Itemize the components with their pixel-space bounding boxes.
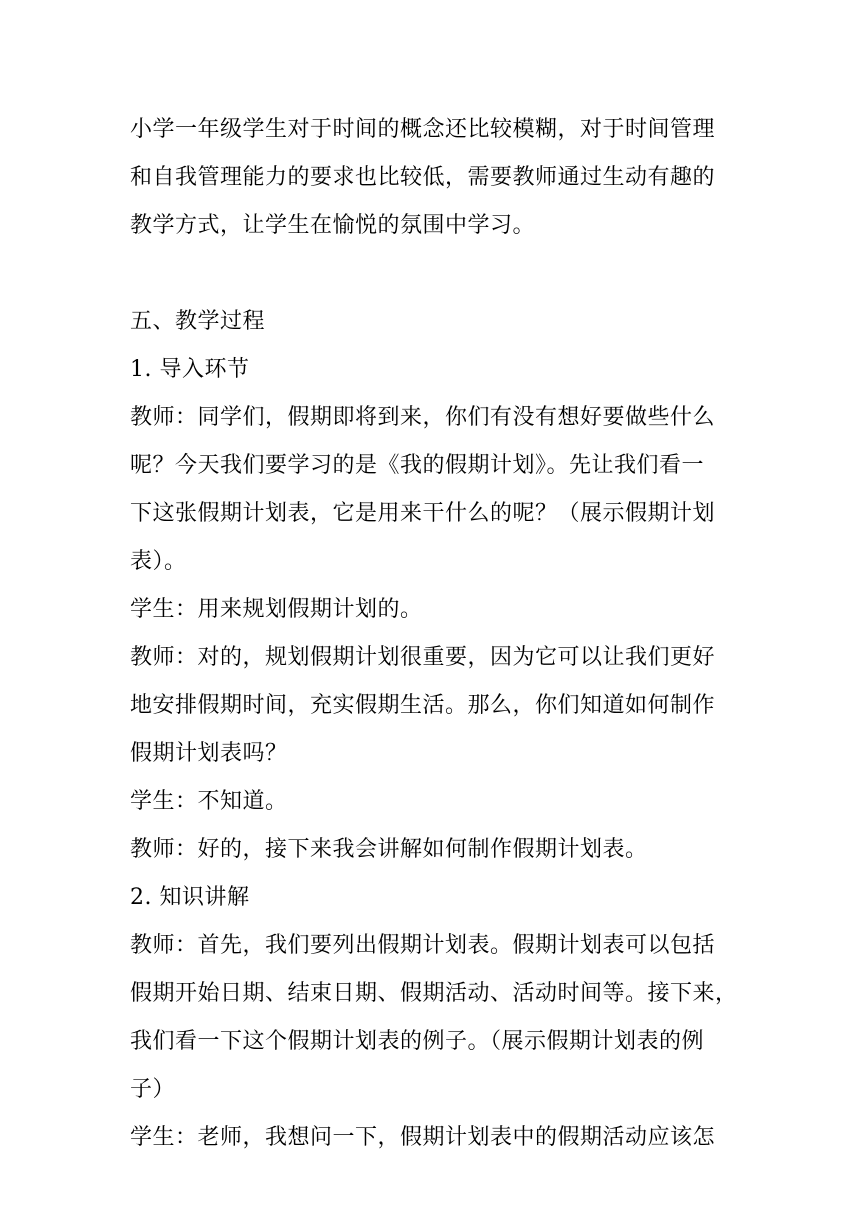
dialogue-line: 假期开始日期、结束日期、假期活动、活动时间等。接下来，	[130, 981, 738, 1006]
dialogue-line: 教师：对的，规划假期计划很重要，因为它可以让我们更好	[130, 645, 716, 670]
dialogue-line: 学生：老师，我想问一下，假期计划表中的假期活动应该怎	[130, 1125, 716, 1150]
dialogue-line: 我们看一下这个假期计划表的例子。（展示假期计划表的例	[130, 1029, 705, 1054]
dialogue-line: 假期计划表吗？	[130, 741, 288, 766]
document-page	[130, 111, 738, 1167]
dialogue-line: 学生：不知道。	[130, 789, 288, 814]
section-heading: 五、教学过程	[130, 309, 266, 334]
dialogue-line: 地安排假期时间，充实假期生活。那么，你们知道如何制作	[130, 693, 716, 718]
dialogue-line: 教师：好的，接下来我会讲解如何制作假期计划表。	[130, 837, 648, 862]
dialogue-line: 下这张假期计划表，它是用来干什么的呢？（展示假期计划	[130, 501, 716, 526]
subsection-heading: 1. 导入环节	[130, 357, 250, 382]
dialogue-line: 子）	[130, 1077, 176, 1102]
intro-line: 和自我管理能力的要求也比较低，需要教师通过生动有趣的	[130, 165, 716, 190]
dialogue-line: 教师：首先，我们要列出假期计划表。假期计划表可以包括	[130, 933, 716, 958]
dialogue-line: 呢？今天我们要学习的是《我的假期计划》。先让我们看一	[130, 453, 705, 478]
intro-line: 小学一年级学生对于时间的概念还比较模糊，对于时间管理	[130, 117, 716, 142]
paragraph-gap	[130, 255, 730, 303]
intro-line: 教学方式，让学生在愉悦的氛围中学习。	[130, 213, 536, 238]
subsection-heading: 2. 知识讲解	[130, 885, 250, 910]
dialogue-line: 表）。	[130, 549, 187, 574]
dialogue-line: 教师：同学们，假期即将到来，你们有没有想好要做些什么	[130, 405, 716, 430]
dialogue-line: 学生：用来规划假期计划的。	[130, 597, 423, 622]
